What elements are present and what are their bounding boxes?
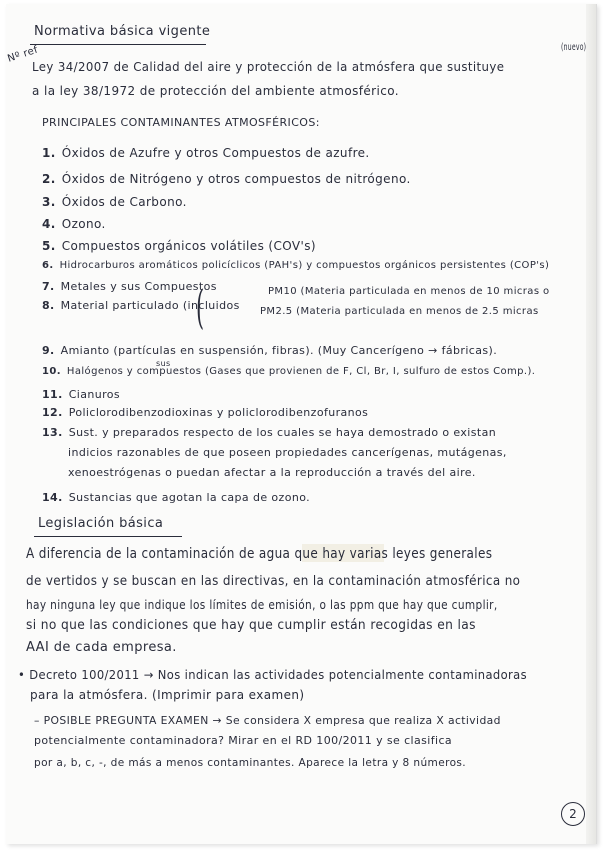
pm10-line: PM10 (Materia particulada en menos de 10 micras o	[268, 286, 550, 297]
intro-line-1: Ley 34/2007 de Calidad del aire y protección de la atmósfera que sustituye	[32, 60, 505, 74]
legislation-line-5: AAI de cada empresa.	[26, 640, 177, 655]
item-10-superscript: sus	[156, 359, 171, 368]
pregunta-line-3: por a, b, c, -, de más a menos contaminantes. Aparece la letra y 8 números.	[34, 756, 467, 769]
pollutant-item-1: 1. Óxidos de Azufre y otros Compuestos de azufre.	[42, 146, 370, 160]
decreto-line-1: • Decreto 100/2011 → Nos indican las actividades potencialmente contaminadoras	[18, 668, 527, 682]
top-right-note: (nuevo)	[561, 42, 587, 53]
page-title: Normativa básica vigente	[34, 24, 211, 39]
item-13-continuation-1: indicios razonables de que poseen propiedades cancerígenas, mutágenas,	[68, 446, 507, 459]
pregunta-line-1: – POSIBLE PREGUNTA EXAMEN → Se considera X empresa que realiza X actividad	[34, 714, 501, 727]
pollutant-item-13: 13. Sust. y preparados respecto de los cuales se haya demostrado o existan	[42, 426, 497, 439]
pollutant-item-10: 10. Halógenos y compuestos (Gases que provienen de F, Cl, Br, I, sulfuro de estos Comp.).	[42, 366, 536, 377]
pollutant-item-14: 14. Sustancias que agotan la capa de ozono.	[42, 491, 311, 504]
margin-note: Nº ref	[6, 44, 40, 65]
legislation-line-1: A diferencia de la contaminación de agua que hay varias leyes generales	[26, 546, 493, 562]
page-edge-shadow	[586, 4, 596, 844]
pollutant-item-11: 11. Cianuros	[42, 388, 121, 401]
legislation-heading: Legislación básica	[38, 516, 164, 531]
pregunta-line-2: potencialmente contaminadora? Mirar en el RD 100/2011 y se clasifica	[34, 734, 453, 747]
pollutant-item-3: 3. Óxidos de Carbono.	[42, 195, 187, 209]
legislation-line-4: si no que las condiciones que hay que cumplir están recogidas en las	[26, 618, 476, 633]
legislation-underline	[34, 536, 182, 537]
intro-line-2: a la ley 38/1972 de protección del ambiente atmosférico.	[32, 84, 399, 98]
pollutant-item-4: 4. Ozono.	[42, 217, 106, 231]
title-underline	[30, 44, 206, 45]
legislation-line-2: de vertidos y se buscan en las directivas, en la contaminación atmosférica no	[26, 574, 521, 589]
pollutant-item-7: 7. Metales y sus Compuestos	[42, 280, 217, 293]
pollutant-item-2: 2. Óxidos de Nitrógeno y otros compuestos de nitrógeno.	[42, 172, 411, 186]
pollutant-item-8: 8. Material particulado (incluidos	[42, 299, 240, 312]
pm25-line: PM2.5 (Materia particulada en menos de 2.5 micras	[260, 306, 539, 317]
pollutant-item-12: 12. Policlorodibenzodioxinas y policlorodibenzofuranos	[42, 406, 369, 419]
pollutant-item-5: 5. Compuestos orgánicos volátiles (COV's)	[42, 239, 316, 253]
pollutant-item-9: 9. Amianto (partículas en suspensión, fibras). (Muy Cancerígeno → fábricas).	[42, 344, 498, 357]
pollutants-heading: PRINCIPALES CONTAMINANTES ATMOSFÉRICOS:	[42, 116, 320, 129]
notebook-page	[6, 4, 597, 844]
bracket-mark: (	[196, 280, 205, 334]
legislation-line-3: hay ninguna ley que indique los límites de emisión, o las ppm que hay que cumplir,	[26, 598, 498, 612]
item-13-continuation-2: xenoestrógenas o puedan afectar a la reproducción a través del aire.	[68, 466, 476, 479]
decreto-line-2: para la atmósfera. (Imprimir para examen)	[30, 688, 305, 702]
pollutant-item-6: 6. Hidrocarburos aromáticos policíclicos (PAH's) y compuestos orgánicos persistentes (COP's)	[42, 260, 550, 271]
page-number: 2	[561, 802, 585, 826]
